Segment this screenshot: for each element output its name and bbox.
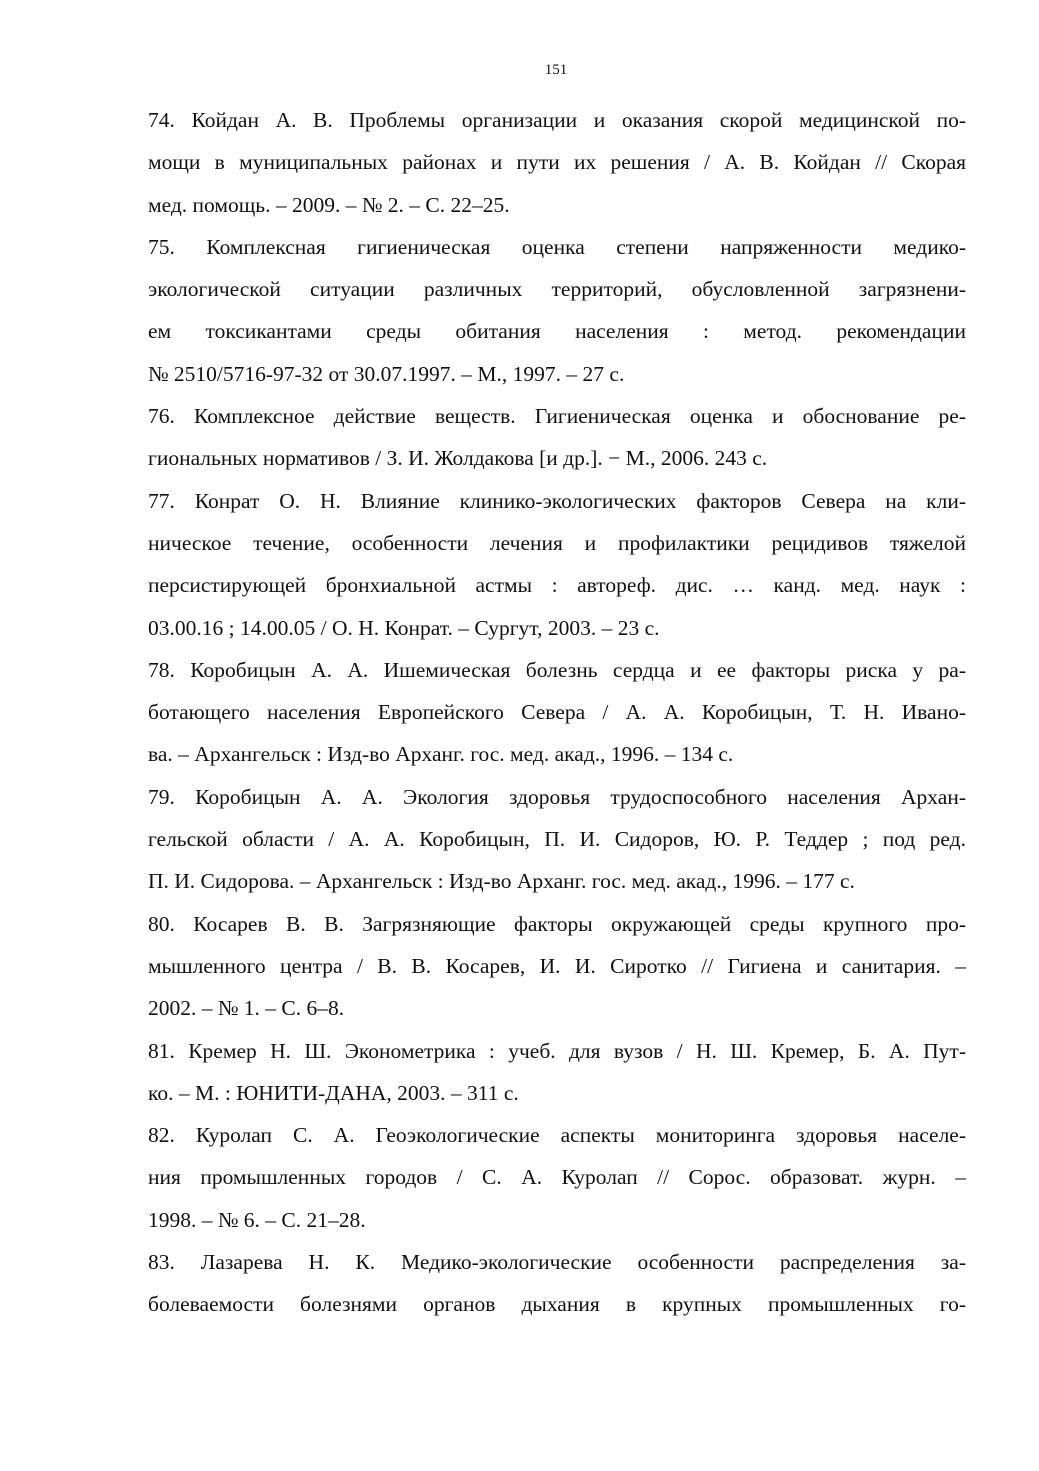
bibliography-entry-78 [148, 649, 966, 776]
bibliography-entry-81 [148, 1030, 966, 1115]
entry-line: № 2510/5716-97-32 от 30.07.1997. – М., 1997. – 27 с. [148, 361, 625, 386]
entry-line: П. И. Сидорова. – Архангельск : Изд-во Арханг. гос. мед. акад., 1996. – 177 с. [148, 869, 855, 894]
entry-line: 1998. – № 6. – С. 21–28. [148, 1207, 366, 1232]
entry-line: ем токсикантами среды обитания населения : метод. рекомендации [148, 319, 966, 344]
entry-line: 74. Койдан А. В. Проблемы организации и оказания скорой медицинской по- [148, 108, 966, 132]
entry-line: персистирующей бронхиальной астмы : автореф. дис. … канд. мед. наук : [148, 573, 966, 598]
bibliography-entry-76 [148, 395, 966, 480]
entry-line: 76. Комплексное действие веществ. Гигиеническая оценка и обоснование ре- [148, 404, 966, 429]
bibliography-entry-79 [148, 776, 966, 903]
entry-line: ко. – М. : ЮНИТИ-ДАНА, 2003. – 311 с. [148, 1080, 519, 1105]
bibliography-entry-75 [148, 226, 966, 395]
entry-line: 2002. – № 1. – С. 6–8. [148, 996, 345, 1021]
entry-line: мощи в муниципальных районах и пути их решения / А. В. Койдан // Скорая [148, 150, 966, 175]
entry-line: 03.00.16 ; 14.00.05 / О. Н. Конрат. – Сургут, 2003. – 23 с. [148, 615, 660, 640]
entry-line: ния промышленных городов / С. А. Куролап // Сорос. образоват. журн. – [148, 1165, 966, 1190]
bibliography-entry-83 [148, 1241, 966, 1326]
entry-line: 79. Коробицын А. А. Экология здоровья трудоспособного населения Архан- [148, 784, 966, 809]
entry-line: 80. Косарев В. В. Загрязняющие факторы окружающей среды крупного про- [148, 911, 966, 936]
page-number: 151 [544, 62, 568, 78]
entry-line: мышленного центра / В. В. Косарев, И. И. Сиротко // Гигиена и санитария. – [148, 953, 966, 978]
entry-line: гиональных нормативов / З. И. Жолдакова [и др.]. − М., 2006. 243 с. [148, 446, 768, 471]
bibliography-list [148, 99, 966, 1326]
entry-line: 83. Лазарева Н. К. Медико-экологические особенности распределения за- [148, 1250, 966, 1275]
entry-line: болеваемости болезнями органов дыхания в крупных промышленных го- [148, 1292, 966, 1317]
entry-line: 75. Комплексная гигиеническая оценка степени напряженности медико- [148, 234, 966, 259]
entry-line: мед. помощь. – 2009. – № 2. – С. 22–25. [148, 192, 510, 217]
entry-line: 77. Конрат О. Н. Влияние клинико-экологических факторов Севера на кли- [148, 488, 966, 513]
entry-line: 78. Коробицын А. А. Ишемическая болезнь сердца и ее факторы риска у ра- [148, 657, 966, 682]
entry-line: гельской области / А. А. Коробицын, П. И. Сидоров, Ю. Р. Теддер ; под ред. [148, 827, 966, 852]
entry-line: экологической ситуации различных территорий, обусловленной загрязнени- [148, 277, 966, 302]
entry-line: ва. – Архангельск : Изд-во Арханг. гос. мед. акад., 1996. – 134 с. [148, 742, 734, 767]
bibliography-entry-80 [148, 903, 966, 1030]
bibliography-entry-74 [148, 99, 966, 226]
bibliography-entry-82 [148, 1114, 966, 1241]
entry-line: 81. Кремер Н. Ш. Эконометрика : учеб. для вузов / Н. Ш. Кремер, Б. А. Пут- [148, 1038, 966, 1063]
entry-line: ническое течение, особенности лечения и профилактики рецидивов тяжелой [148, 530, 966, 555]
entry-line: ботающего населения Европейского Севера / А. А. Коробицын, Т. Н. Ивано- [148, 700, 966, 725]
entry-line: 82. Куролап С. А. Геоэкологические аспекты мониторинга здоровья населе- [148, 1123, 966, 1148]
bibliography-entry-77 [148, 480, 966, 649]
